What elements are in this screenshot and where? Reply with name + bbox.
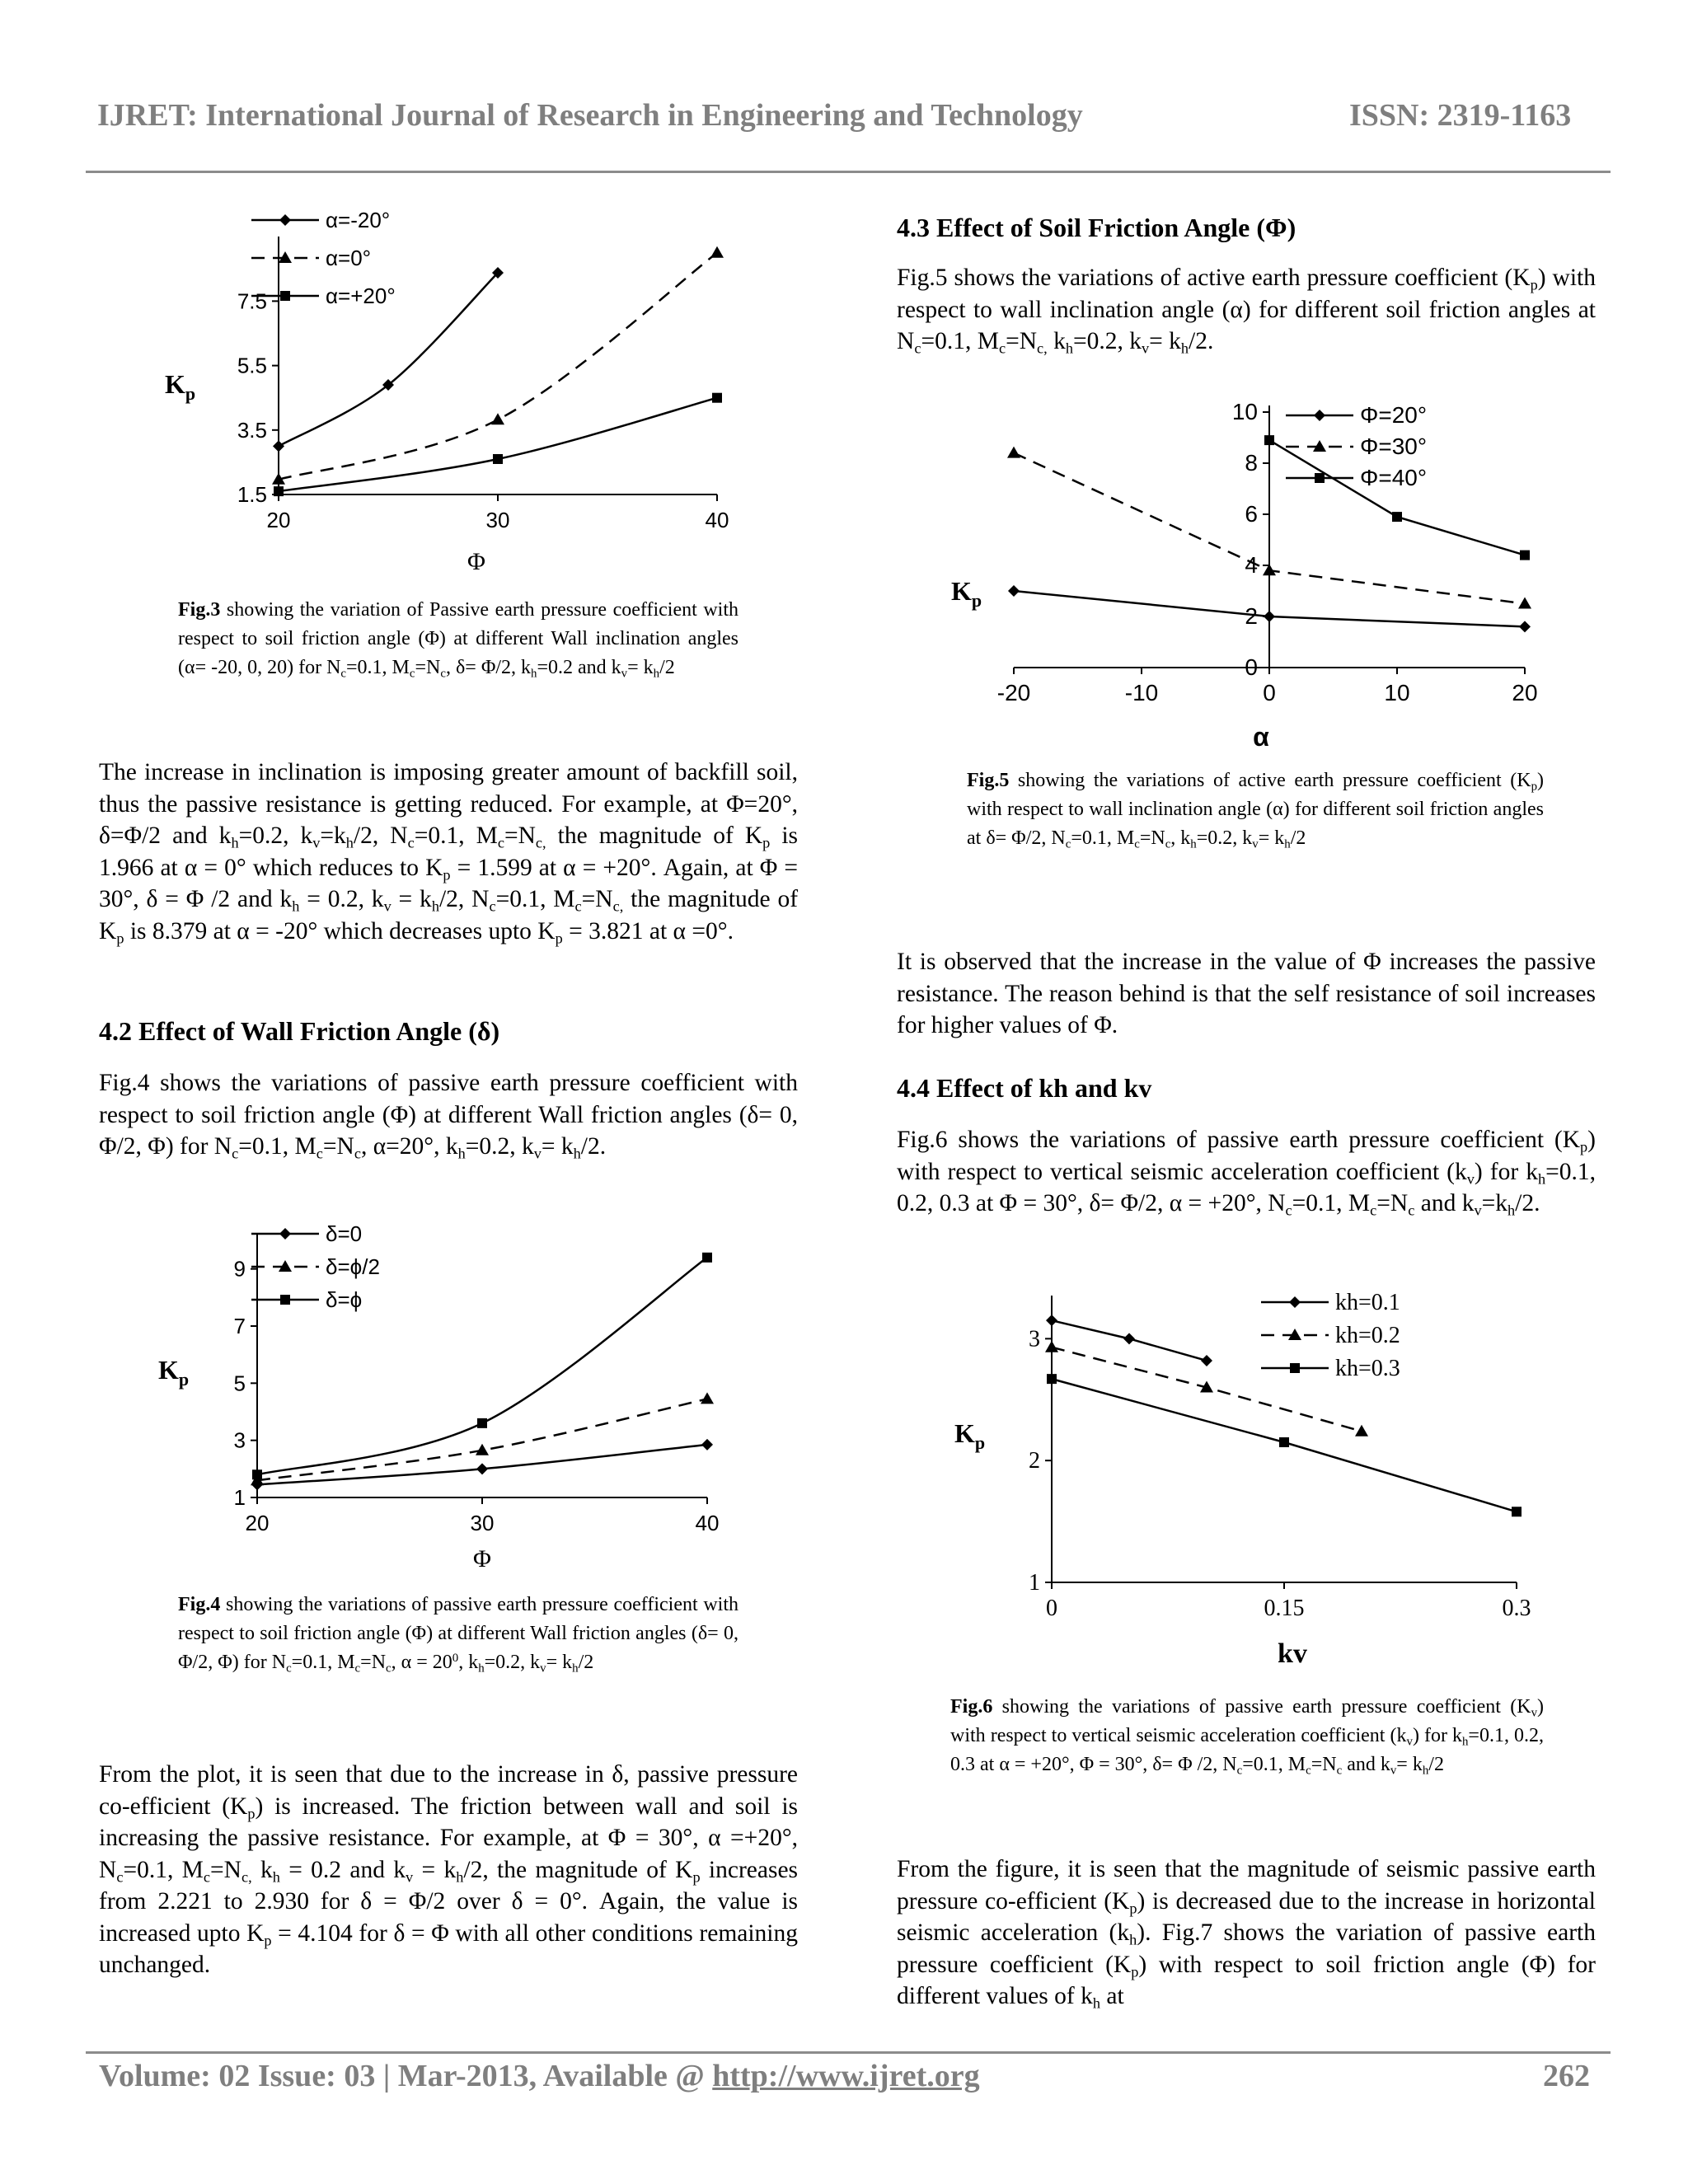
fig4-legend-label-2: δ=ϕ: [326, 1287, 363, 1312]
fig6-legend-marker: [1289, 1296, 1301, 1308]
heading-4-4-text: 4.4 Effect of kh and kv: [897, 1073, 1152, 1103]
issn: [1349, 97, 1571, 134]
fig6-data-point: [1047, 1374, 1057, 1384]
fig4-x-tick-label: 20: [245, 1511, 270, 1535]
fig5-data-point: [1264, 435, 1274, 445]
fig4-y-tick-label: 3: [233, 1427, 246, 1453]
journal-title-text: IJRET: International Journal of Research in Engineering and Technology: [97, 98, 1083, 133]
fig5-x-tick-label: -20: [996, 680, 1031, 705]
fig5-data-point: [1392, 512, 1402, 522]
fig6-legend-label-0: kh=0.1: [1335, 1290, 1400, 1315]
fig5-y-tick-label: 4: [1245, 552, 1258, 578]
footer-volume-text: Volume: 02 Issue: 03 | Mar-2013, Available @: [99, 2059, 713, 2093]
fig3-data-point: [493, 454, 503, 464]
fig3-y-tick-label: 5.5: [237, 353, 267, 378]
fig5-xlabel: α: [1253, 722, 1269, 752]
fig4-x-tick-label: 30: [470, 1511, 495, 1535]
fig6-axes: [1029, 1296, 1531, 1621]
fig6-data-point: [1512, 1507, 1522, 1516]
fig5-data-point: [1264, 611, 1275, 622]
fig5-legend-marker: [1314, 410, 1325, 421]
fig4-x-tick-label: 40: [695, 1511, 720, 1535]
fig4-axes: [234, 1234, 720, 1535]
fig6-legend: [1261, 1290, 1400, 1381]
header-rule: [86, 171, 1611, 173]
left-paragraph-2: Fig.4 shows the variations of passive earth pressure coefficient with respect to soil friction angle (Φ) at different Wall friction angles (δ= 0, Φ/2, Φ) for $N_c=0.1$, $M_c=N_c$, α=20°, $k_h=0.2$, $k_v= k_h/2$.: [99, 1070, 798, 1162]
fig6-x-tick-label: 0.3: [1502, 1596, 1531, 1621]
fig6-legend-label-1: kh=0.2: [1335, 1323, 1400, 1348]
fig4-data-point: [476, 1444, 489, 1455]
heading-4-3-text: 4.3 Effect of Soil Friction Angle (Φ): [897, 213, 1296, 242]
right-paragraph-2: [897, 946, 1596, 1042]
fig3-data-point: [710, 246, 724, 258]
fig5-legend-label-1: Φ=30°: [1360, 434, 1428, 459]
fig6-xlabel: kv: [1278, 1638, 1307, 1669]
fig3-x-tick-label: 40: [705, 508, 729, 532]
right-paragraph-2-text: It is observed that the increase in the value of Φ increases the passive resistance. The reason behind is that the self resistance of soil increases for higher values of Φ.: [897, 949, 1596, 1038]
fig4-data-point: [476, 1463, 488, 1474]
fig6-data-point: [1045, 1341, 1058, 1352]
footer-volume: [99, 2058, 980, 2094]
chart-fig6: [931, 1277, 1582, 1673]
fig4-legend-label-1: δ=ϕ/2: [326, 1254, 380, 1279]
fig4-legend: [251, 1221, 380, 1312]
chart-fig5: [931, 387, 1582, 758]
heading-4-2-text: 4.2 Effect of Wall Friction Angle (δ): [99, 1016, 500, 1046]
fig5-legend: [1286, 402, 1427, 490]
right-paragraph-3: Fig.6 shows the variations of passive earth pressure coefficient $(K_p)$ with respect to vertical seismic acceleration coefficient $(k_v)$ for $k_h=0.1$, 0.2, 0.3 at Φ = 30°, δ= Φ/2, α = +20°, $N_c=0.1$, $M_c=N_c$ and $k_v=k_h/2$.: [897, 1127, 1596, 1219]
chart-fig4: [124, 1216, 767, 1578]
fig5-data-point: [1008, 585, 1020, 597]
fig3-y-tick-label: 7.5: [237, 288, 267, 314]
journal-title: [97, 97, 1083, 134]
caption-fig6: Fig.6 showing the variations of passive earth pressure coefficient $(K_v)$ with respect to vertical seismic acceleration coefficient $(k_v)$ for $k_h=0.1$, 0.2, 0.3 at α = +20°, Φ = 30°, δ= Φ /2, $N_c=0.1$, $M_c=N_c$ and $k_v= k_h/2$: [950, 1696, 1544, 1778]
fig5-x-tick-label: -10: [1124, 680, 1159, 705]
fig3-data-point: [274, 486, 284, 496]
fig3-x-tick-label: 30: [485, 508, 510, 532]
fig4-ylabel: $K_p$: [158, 1355, 190, 1390]
footer-rule: [86, 2051, 1611, 2054]
fig4-y-tick-label: 9: [233, 1256, 246, 1282]
fig6-x-tick-label: 0: [1046, 1596, 1057, 1621]
fig4-y-tick-label: 7: [233, 1314, 246, 1338]
fig3-xlabel: Φ: [467, 548, 485, 575]
fig5-x-tick-label: 10: [1384, 680, 1410, 705]
fig6-legend-label-2: kh=0.3: [1335, 1356, 1400, 1381]
fig5-y-tick-label: 2: [1245, 603, 1258, 629]
fig6-series: [1045, 1315, 1522, 1516]
fig4-data-point: [702, 1253, 712, 1263]
fig5-data-point: [1518, 598, 1531, 609]
fig6-y-tick-label: 3: [1029, 1326, 1040, 1352]
fig5-y-tick-label: 8: [1245, 450, 1258, 476]
fig6-y-tick-label: 1: [1029, 1570, 1040, 1596]
fig4-y-tick-label: 1: [233, 1485, 246, 1510]
fig3-y-tick-label: 1.5: [237, 482, 267, 507]
fig3-legend-label-0: α=-20°: [326, 208, 391, 232]
caption-fig3: Fig.3 showing the variation of Passive earth pressure coefficient with respect to soil friction angle (Φ) at different Wall inclination angles (α= -20, 0, 20) for $N_c=0.1$, $M_c=N_c$, δ= Φ/2, $k_h=0.2$ and $k_v= k_h/2$: [178, 599, 738, 681]
right-paragraph-4: From the figure, it is seen that the magnitude of seismic passive earth pressure co-efficient $(K_p)$ is decreased due to the increase in horizontal seismic acceleration $(k_h)$. Fig.7 shows the variation of passive earth pressure coefficient $(K_p)$ with respect to soil friction angle (Φ) for different values of $k_h$ at: [897, 1856, 1596, 2012]
fig3-data-point: [712, 393, 722, 403]
fig5-x-tick-label: 20: [1512, 680, 1538, 705]
fig4-legend-marker: [279, 1228, 291, 1240]
caption-fig5: Fig.5 showing the variations of active earth pressure coefficient $(K_p)$ with respect to wall inclination angle (α) for different soil friction angles at δ= Φ/2, $N_c=0.1$, $M_c=N_c$, $k_h=0.2$, $k_v= k_h/2$: [967, 770, 1544, 851]
fig4-legend-marker: [280, 1295, 290, 1305]
fig6-ylabel: $K_p$: [954, 1418, 986, 1453]
fig4-y-tick-label: 5: [233, 1371, 246, 1396]
fig3-legend-marker: [279, 214, 291, 226]
fig5-data-point: [1007, 447, 1020, 458]
fig3-legend: [251, 208, 396, 308]
fig3-y-tick-label: 3.5: [237, 417, 267, 443]
heading-4-4: [897, 1073, 1151, 1104]
fig6-y-tick-label: 2: [1029, 1448, 1040, 1474]
journal-link[interactable]: http://www.ijret.org: [712, 2059, 980, 2093]
fig6-legend-marker: [1290, 1363, 1300, 1373]
fig3-series-line-2: [279, 398, 717, 491]
left-paragraph-3: From the plot, it is seen that due to the increase in δ, passive pressure co-efficient $(K_p)$ is increased. The friction between wall and soil is increasing the passive resistance. For example, at Φ = 30°, α =+20°, $N_c=0.1$, $M_c=N_{c,}$ $k_h = 0.2$ and $k_v = k_h/2$, the magnitude of $K_p$ increases from 2.221 to 2.930 for δ = Φ/2 over δ = 0°. Again, the value is increased upto $K_p = 4.104$ for δ = Φ with all other conditions remaining unchanged.: [99, 1761, 799, 1978]
fig5-legend-label-0: Φ=20°: [1360, 402, 1428, 428]
fig3-legend-label-1: α=0°: [326, 246, 372, 270]
fig4-xlabel: Φ: [473, 1545, 491, 1572]
caption-fig4: Fig.4 showing the variations of passive earth pressure coefficient with respect to soil friction angle (Φ) at different Wall friction angles (δ= 0, Φ/2, Φ) for $N_c=0.1$, $M_c=N_c$, $\alpha = 20^0$, $k_h=0.2$, $k_v= k_h/2$: [178, 1594, 738, 1675]
fig5-data-point: [1519, 621, 1531, 632]
fig3-x-tick-label: 20: [266, 508, 291, 532]
fig5-y-tick-label: 10: [1231, 399, 1258, 424]
heading-4-3: [897, 213, 1296, 243]
fig5-legend-marker: [1315, 473, 1325, 483]
fig6-data-point: [1355, 1425, 1368, 1436]
fig5-legend-label-2: Φ=40°: [1360, 465, 1428, 490]
fig4-data-point: [477, 1418, 487, 1428]
fig5-y-tick-label: 0: [1245, 654, 1258, 680]
fig6-x-tick-label: 0.15: [1264, 1596, 1305, 1621]
fig5-data-point: [1520, 551, 1530, 560]
left-paragraph-1: The increase in inclination is imposing greater amount of backfill soil, thus the passive resistance is getting reduced. For example, at Φ=20°, δ=Φ/2 and $k_h=0.2$, $k_v=k_h/2$, $N_c=0.1$, $M_c=N_{c,}$ the magnitude of $K_p$ is 1.966 at α = 0° which reduces to $K_p = 1.599$ at α = +20°. Again, at Φ = 30°, δ = Φ /2 and $k_h = 0.2$, $k_v = k_h/2$, $N_c=0.1$, $M_c=N_{c,}$ the magnitude of $K_p$ is 8.379 at α = -20° which decreases upto $K_p = 3.821$ at α =0°.: [99, 759, 799, 946]
fig4-series-line-2: [257, 1258, 707, 1474]
fig6-data-point: [1123, 1333, 1135, 1344]
fig6-data-point: [1046, 1315, 1057, 1326]
fig3-legend-label-2: α=+20°: [326, 284, 396, 308]
fig6-data-point: [1279, 1437, 1289, 1447]
fig4-legend-label-0: δ=0: [326, 1221, 363, 1246]
fig4-data-point: [701, 1439, 713, 1451]
page-number: [1543, 2058, 1590, 2094]
fig3-data-point: [273, 440, 284, 452]
fig4-series: [251, 1253, 714, 1491]
heading-4-2: [99, 1016, 499, 1047]
right-paragraph-1: Fig.5 shows the variations of active earth pressure coefficient $(K_p)$ with respect to wall inclination angle (α) for different soil friction angles at $N_c=0.1$, $M_c=N_{c,}$ $k_h=0.2$, $k_v= k_h/2$.: [897, 265, 1596, 357]
fig6-data-point: [1201, 1355, 1212, 1366]
chart-fig3: [124, 202, 767, 585]
fig4-data-point: [252, 1469, 262, 1479]
issn-text: ISSN: 2319-1163: [1349, 98, 1572, 133]
fig3-data-point: [491, 413, 504, 424]
page-number-text: 262: [1543, 2059, 1590, 2093]
fig5-ylabel: $K_p$: [951, 576, 982, 611]
fig5-x-tick-label: 0: [1263, 680, 1276, 705]
fig5-y-tick-label: 6: [1245, 501, 1258, 527]
fig3-legend-marker: [280, 291, 290, 301]
fig4-data-point: [701, 1392, 714, 1404]
fig3-ylabel: $K_p$: [165, 369, 196, 404]
